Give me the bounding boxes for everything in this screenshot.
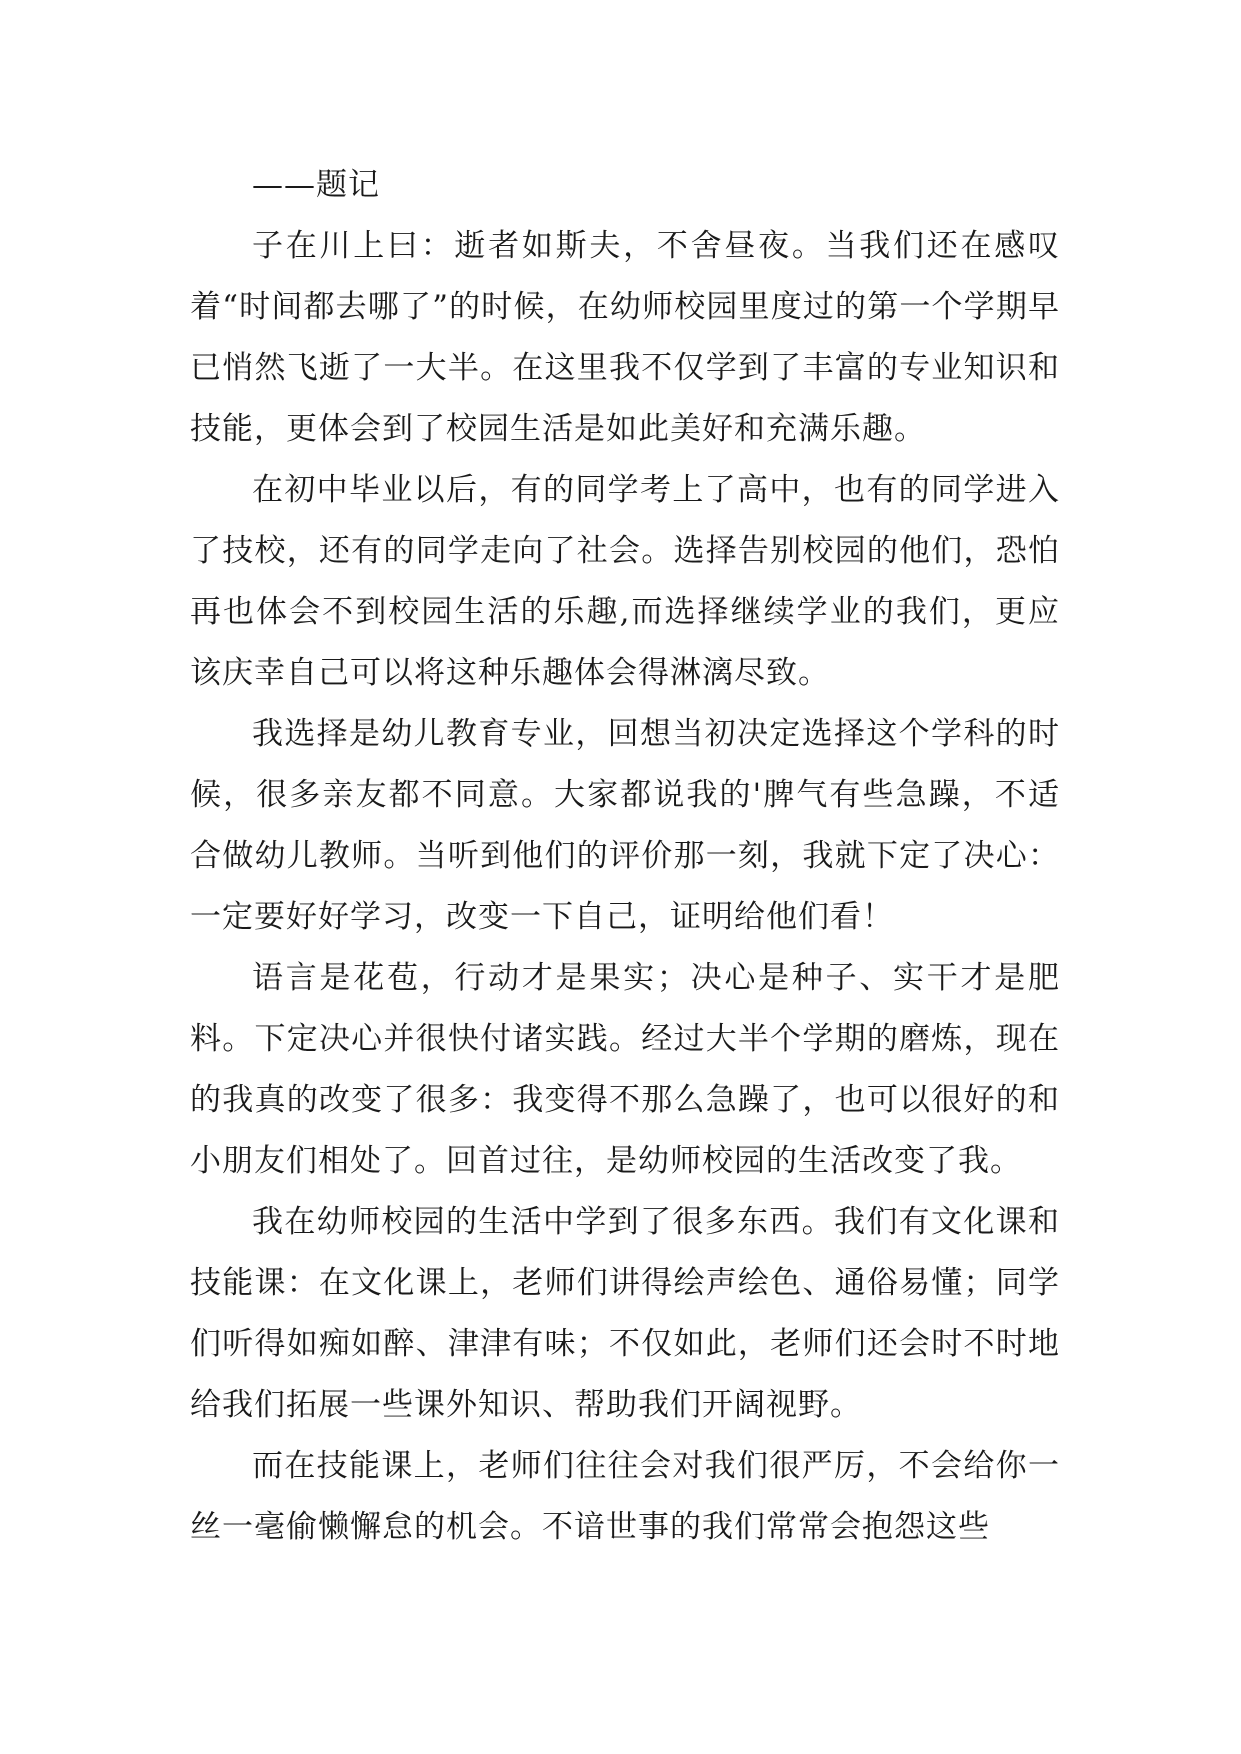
paragraph-1: 子在川上曰：逝者如斯夫，不舍昼夜。当我们还在感叹着“时间都去哪了”的时候，在幼师校园里度过的第一个学期早已悄然飞逝了一大半。在这里我不仅学到了丰富的专业知识和技能，更体会到了校园生活是如此美好和充满乐趣。 — [190, 228, 1060, 447]
paragraph-2: 在初中毕业以后，有的同学考上了高中，也有的同学进入了技校，还有的同学走向了社会。选择告别校园的他们，恐怕再也体会不到校园生活的乐趣,而选择继续学业的我们，更应该庆幸自己可以将这种乐趣体会得淋漓尽致。 — [190, 472, 1060, 691]
paragraph-5: 我在幼师校园的生活中学到了很多东西。我们有文化课和技能课：在文化课上，老师们讲得绘声绘色、通俗易懂；同学们听得如痴如醉、津津有味；不仅如此，老师们还会时不时地给我们拓展一些课外知识、帮助我们开阔视野。 — [190, 1204, 1060, 1423]
epigraph: ——题记 — [252, 167, 380, 203]
document-body — [190, 155, 1060, 1558]
paragraph-3: 我选择是幼儿教育专业，回想当初决定选择这个学科的时候，很多亲友都不同意。大家都说我的'脾气有些急躁，不适合做幼儿教师。当听到他们的评价那一刻，我就下定了决心：一定要好好学习，改变一下自己，证明给他们看！ — [190, 716, 1060, 935]
paragraph-6: 而在技能课上，老师们往往会对我们很严厉，不会给你一丝一毫偷懒懈怠的机会。不谙世事的我们常常会抱怨这些 — [190, 1448, 1060, 1545]
paragraph-4: 语言是花苞，行动才是果实；决心是种子、实干才是肥料。下定决心并很快付诸实践。经过大半个学期的磨炼，现在的我真的改变了很多：我变得不那么急躁了，也可以很好的和小朋友们相处了。回首过往，是幼师校园的生活改变了我。 — [190, 960, 1060, 1179]
